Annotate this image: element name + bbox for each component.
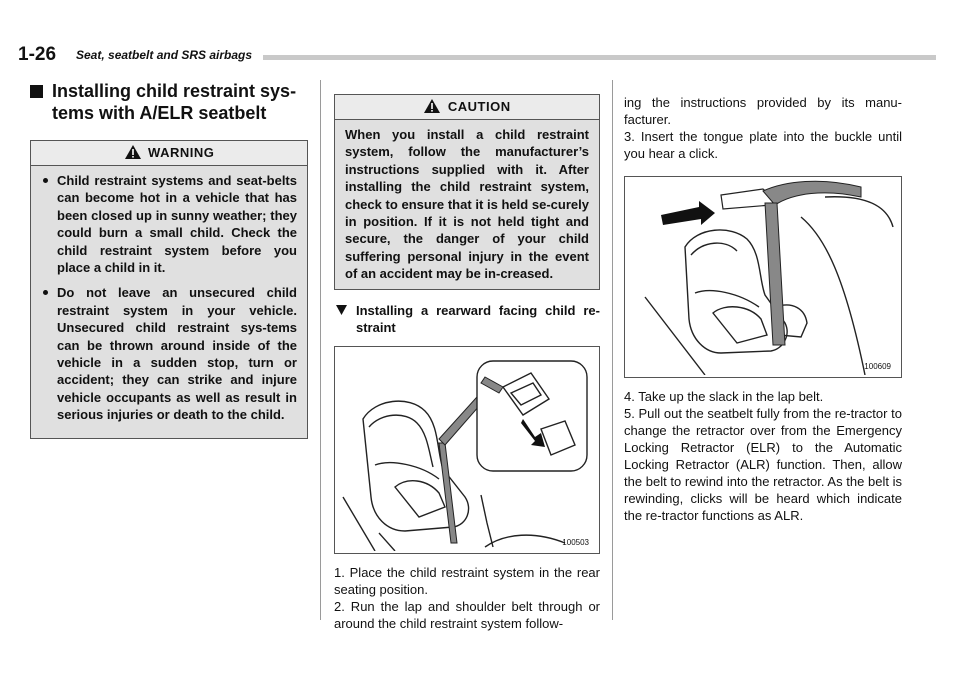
caution-body: When you install a child restraint system, follow the manufacturer’s instructions supplied with it. After installing the child restraint system, check to ensure that it is held se-curely in position. If it is not held tight and secure, the danger of your child suffering personal injury in the event of an accident may be in-creased.: [345, 127, 589, 282]
step-4: 4. Take up the slack in the lap belt.: [624, 389, 824, 404]
figure-number: 100503: [562, 537, 589, 547]
child-seat-buckle-illustration: [335, 347, 599, 551]
column-right: [624, 94, 902, 524]
figure-number: 100609: [864, 362, 891, 371]
bullet-dot-icon: [43, 290, 48, 295]
step-2-continued: ing the instructions provided by its manu-facturer.: [624, 95, 902, 127]
warning-triangle-icon: [124, 144, 142, 160]
bullet-dot-icon: [43, 178, 48, 183]
warning-bullet: Do not leave an unsecured child restraint system in your vehicle. Unsecured child restraint sys-tems can be thrown around inside of the vehicle in a sudden stop, turn or accident; they can strike and injure vehicle occupants as well as result in serious injuries or death to the child.: [41, 284, 297, 423]
down-triangle-icon: [336, 305, 347, 315]
page-number: 1-26: [18, 44, 57, 65]
step-1: 1. Place the child restraint system in the rear seating position.: [334, 564, 600, 597]
caution-box: [334, 94, 600, 290]
warning-bullet: Child restraint systems and seat-belts can become hot in a vehicle that has been closed up in sunny weather; they could burn a small child. Check the child restraint system before you place a child in it.: [41, 172, 297, 276]
warning-label: WARNING: [148, 145, 215, 160]
caution-triangle-icon: [423, 98, 441, 114]
figure-rearward-child-restraint: [334, 346, 600, 554]
warning-body: [31, 166, 307, 438]
step-3: 3. Insert the tongue plate into the buckle until you hear a click.: [624, 129, 902, 161]
page-header: [18, 44, 936, 68]
column-divider-2: [612, 80, 613, 620]
warning-box: [30, 140, 308, 439]
caution-label: CAUTION: [447, 99, 511, 114]
seatbelt-buckle-illustration: [625, 177, 901, 375]
column-middle: [334, 94, 600, 632]
step-2: 2. Run the lap and shoulder belt through or around the child restraint system follow-: [334, 598, 600, 631]
caution-header: [335, 95, 599, 120]
step-5: 5. Pull out the seatbelt fully from the re-tractor to change the retractor over from the Emergency Locking Retractor (ELR) to the Automatic Locking Retractor (ALR) function. Then, allow the belt to rewind into the retractor. As the belt is rewinding, clicks will be heard which indicate the re-tractor functions as ALR.: [624, 406, 902, 523]
section-title: Installing child restraint sys- tems with A/ELR seatbelt: [30, 80, 308, 124]
figure-buckle-insertion: [624, 176, 902, 378]
chapter-title: Seat, seatbelt and SRS airbags: [76, 48, 253, 62]
column-left: [30, 80, 308, 439]
subsection-title: Installing a rearward facing child re-straint: [334, 302, 600, 336]
column-divider-1: [320, 80, 321, 620]
square-bullet-icon: [30, 85, 43, 98]
warning-header: [31, 141, 307, 166]
header-rule: [263, 55, 936, 60]
